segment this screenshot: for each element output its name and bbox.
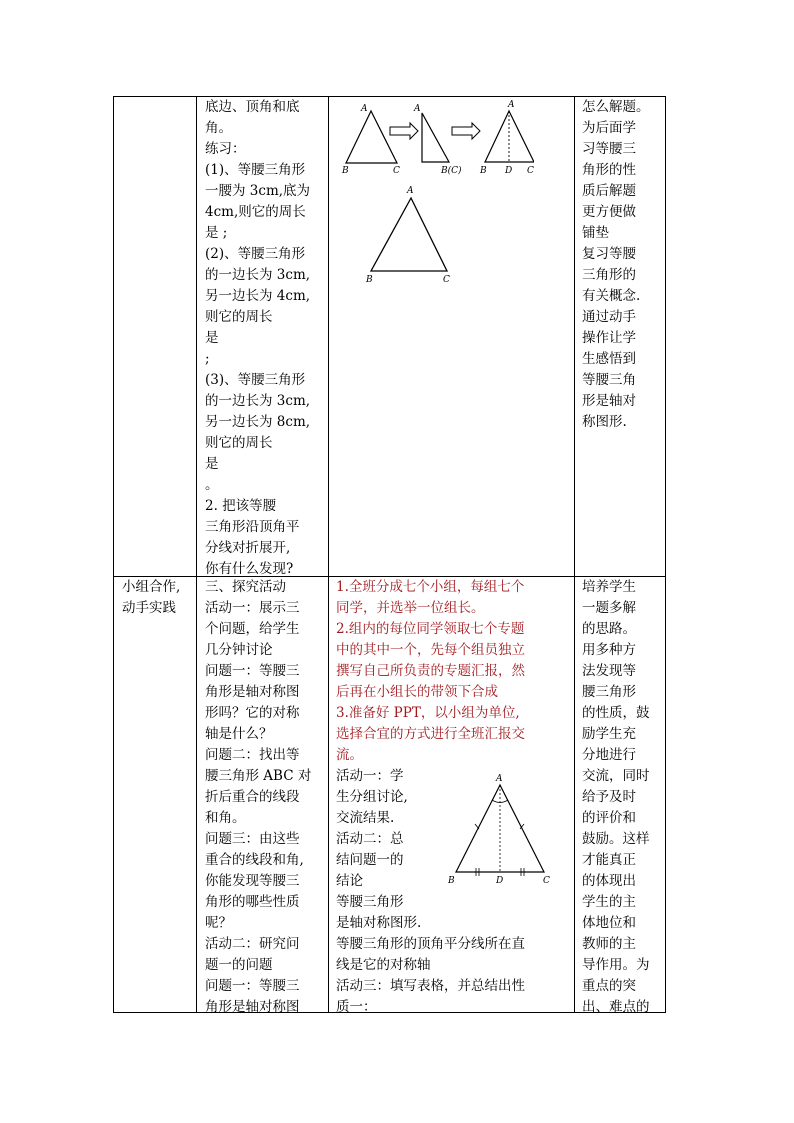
text-line: 几分钟讨论 [205,642,273,658]
text-line: 生分组讨论, [336,789,408,805]
triangle-label: C [443,275,450,284]
folded-triangle-shape [422,113,449,162]
text-line: 的一边长为 3cm, [205,393,311,409]
text-line: 分线对折展开, [205,540,291,556]
text-line: 才能真正 [582,852,636,868]
text-line: 腰三角形 [582,684,636,700]
text-line: 更方便做 [582,204,636,220]
text-line: (2)、等腰三角形 [205,246,306,262]
text-line: 等腰三角形的顶角平分线所在直 [336,936,525,952]
text-line: 选择合宜的方式进行全班汇报交 [336,726,525,742]
text-line: 撰写自己所负责的专题汇报，然 [336,663,525,679]
text-line: 活动二：总 [336,831,404,847]
text-line: 鼓励。这样 [582,831,650,847]
triangle-label: C [393,166,400,176]
text-line: 底边、顶角和底 [205,99,300,115]
row2-stage-title [122,577,180,619]
text-line: 动手实践 [122,600,176,616]
triangle-label: B [480,166,487,176]
text-line: 。 [205,477,219,493]
text-line: (1)、等腰三角形 [205,162,306,178]
text-line: 题一的问题 [205,957,273,973]
text-line: 称图形. [582,414,627,430]
text-line: 问题一：等腰三 [205,663,300,679]
text-line: 角形的性 [582,162,636,178]
text-line: 操作让学 [582,330,636,346]
text-line: 后再在小组长的带领下合成 [336,684,498,700]
text-line: 角形是轴对称图 [205,999,300,1015]
text-line: 分地进行 [582,747,636,763]
row1-triangle-figures [334,99,534,284]
text-line: 线是它的对称轴 [336,957,431,973]
arrow-right-icon [390,123,418,139]
text-line: 你能发现等腰三 [205,873,300,889]
text-line: 角。 [205,120,232,136]
text-line: 呢？ [205,915,232,931]
triangle-label: C [543,876,550,886]
text-line: 质一： [336,999,377,1015]
text-line: 结论 [336,873,363,889]
text-line: 的评价和 [582,810,636,826]
triangle-label: C [527,166,534,176]
text-line: 为后面学 [582,120,636,136]
text-line: 问题二：找出等 [205,747,300,763]
text-line: 你有什么发现? [205,561,294,577]
triangle-label: D [496,876,504,886]
text-line: 折后重合的线段 [205,789,300,805]
text-line: 交流结果. [336,810,395,826]
text-line: 用多种方 [582,642,636,658]
text-line: 质后解题 [582,183,636,199]
text-line: 等腰三角 [582,372,636,388]
lesson-plan-table [113,96,666,1013]
triangle-label: A [496,774,503,784]
text-line: 另一边长为 4cm, [205,288,311,304]
text-line: 培养学生 [582,579,636,595]
text-line: 复习等腰 [582,246,636,262]
text-line: 重点的突 [582,978,636,994]
text-line: 教师的主 [582,936,636,952]
text-line: 活动三：填写表格，并总结出性 [336,978,525,994]
triangle-label: B [448,876,455,886]
text-line: 习等腰三 [582,141,636,157]
text-line: 2.组内的每位同学领取七个专题 [336,621,525,637]
text-line: 练习： [205,141,246,157]
text-line: 三、探究活动 [205,579,286,595]
text-line: 活动一：展示三 [205,600,300,616]
text-line: 问题三：由这些 [205,831,300,847]
text-line: 的思路。 [582,621,636,637]
text-line: 2. 把该等腰 [205,498,277,514]
triangle-label: B(C) [441,166,462,176]
text-line: 个问题，给学生 [205,621,300,637]
text-line: 三角形沿顶角平 [205,519,300,535]
text-line: 的一边长为 3cm, [205,267,311,283]
text-line: 4cm,则它的周长 [205,204,306,220]
triangle-label: A [361,104,368,114]
text-line: 是 ; [205,225,228,241]
text-line: 另一边长为 8cm, [205,414,311,430]
row2-activity-summary [336,934,525,1018]
row2-teaching-content [205,577,311,1018]
text-line: 活动二：研究问 [205,936,300,952]
row1-design-intent [582,97,650,433]
text-line: 流。 [336,747,363,763]
text-line: 法发现等 [582,663,636,679]
text-line: 励学生充 [582,726,636,742]
text-line: 角形是轴对称图 [205,684,300,700]
column-divider [574,97,575,1012]
column-divider [328,97,329,1012]
text-line: ; [205,351,210,367]
row2-activity-notes [336,766,421,934]
text-line: 有关概念. [582,288,641,304]
text-line: 给予及时 [582,789,636,805]
text-line: (3)、等腰三角形 [205,372,306,388]
text-line: 交流，同时 [582,768,650,784]
text-line: 3.准备好 PPT，以小组为单位, [336,705,520,721]
text-line: 怎么解题。 [582,99,650,115]
text-line: 的性质，鼓 [582,705,650,721]
text-line: 则它的周长 [205,435,273,451]
text-line: 出、难点的 [582,999,650,1015]
text-line: 活动一：学 [336,768,404,784]
text-line: 是轴对称图形. [336,915,422,931]
text-line: 三角形的 [582,267,636,283]
text-line: 同学，并选举一位组长。 [336,600,485,616]
column-divider [196,97,197,1012]
text-line: 角形的哪些性质 [205,894,300,910]
row1-teaching-content [205,97,310,580]
triangle-label: D [505,166,513,176]
triangle-label: A [407,186,414,196]
row2-design-intent [582,577,650,1018]
text-line: 和角。 [205,810,246,826]
text-line: 问题一：等腰三 [205,978,300,994]
text-line: 形是轴对 [582,393,636,409]
text-line: 是 [205,330,219,346]
text-line: 导作用。为 [582,957,650,973]
text-line: 重合的线段和角, [205,852,304,868]
isosceles-triangle-shape [371,198,447,271]
triangle-abc-shape [346,111,397,163]
text-line: 一题多解 [582,600,636,616]
text-line: 小组合作, [122,579,181,595]
text-line: 的体现出 [582,873,636,889]
text-line: 铺垫 [582,225,609,241]
text-line: 生感悟到 [582,351,636,367]
text-line: 腰三角形 ABC 对 [205,768,312,784]
text-line: 通过动手 [582,309,636,325]
text-line: 学生的主 [582,894,636,910]
unfolded-triangle-shape [485,111,534,162]
text-line: 则它的周长 [205,309,273,325]
text-line: 体地位和 [582,915,636,931]
triangle-label: B [366,275,373,284]
triangle-label: B [342,166,349,176]
triangle-label: A [414,104,421,114]
text-line: 形吗？它的对称 [205,705,300,721]
text-line: 中的其中一个，先每个组员独立 [336,642,525,658]
row2-triangle-figure [444,769,556,889]
arrow-right-icon [452,123,480,139]
text-line: 轴是什么？ [205,726,273,742]
triangle-label: A [508,100,515,110]
text-line: 结问题一的 [336,852,404,868]
row2-group-instructions [336,577,525,766]
text-line: 是 [205,456,219,472]
text-line: 一腰为 3cm,底为 [205,183,311,199]
text-line: 1.全班分成七个小组，每组七个 [336,579,525,595]
text-line: 等腰三角形 [336,894,404,910]
